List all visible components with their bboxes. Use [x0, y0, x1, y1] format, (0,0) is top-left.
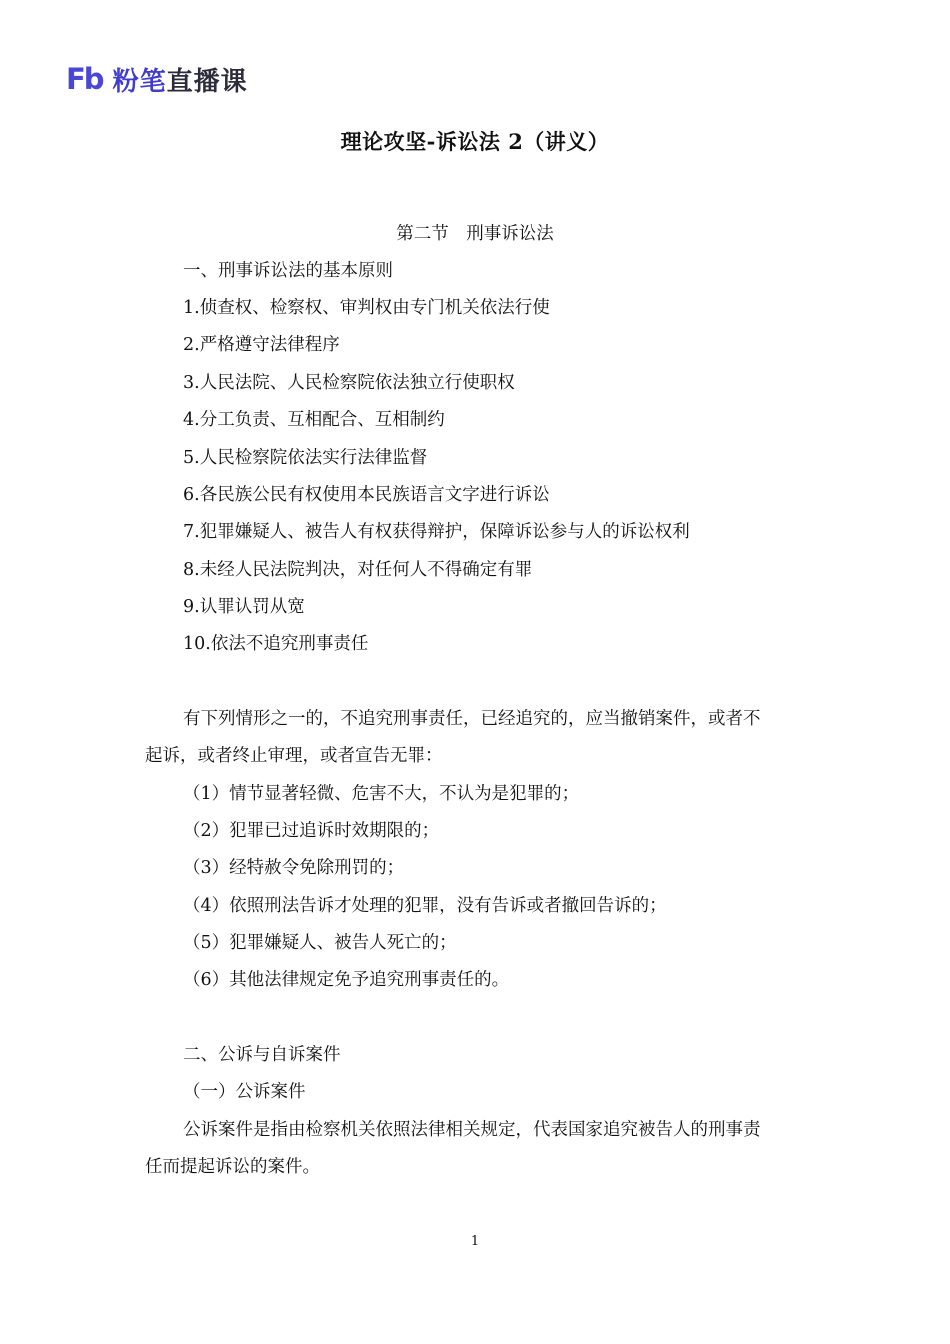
principle-item: 10.依法不追究刑事责任	[183, 634, 369, 654]
page-number: 1	[470, 1234, 480, 1249]
section-heading: 第二节 刑事诉讼法	[396, 224, 554, 244]
principle-item: 1.侦查权、检察权、审判权由专门机关依法行使	[183, 298, 550, 318]
principle-item: 6.各民族公民有权使用本民族语言文字进行诉讼	[183, 485, 550, 505]
situation-item: （4）依照刑法告诉才处理的犯罪，没有告诉或者撤回告诉的；	[183, 896, 667, 916]
logo-text-rest: 直播课	[166, 66, 248, 97]
no-liability-intro-line2: 起诉，或者终止审理，或者宣告无罪：	[145, 746, 443, 766]
logo-text	[113, 61, 248, 98]
principle-item: 9.认罪认罚从宽	[183, 597, 305, 617]
part2-heading: 二、公诉与自诉案件	[183, 1045, 341, 1065]
situation-item: （5）犯罪嫌疑人、被告人死亡的；	[183, 933, 457, 953]
situation-item: （3）经特赦令免除刑罚的；	[183, 858, 405, 878]
principle-item: 8.未经人民法院判决，对任何人不得确定有罪	[183, 560, 533, 580]
situation-item: （2）犯罪已过追诉时效期限的；	[183, 821, 440, 841]
principle-item: 5.人民检察院依法实行法律监督	[183, 448, 428, 468]
public-case-definition-line2: 任而提起诉讼的案件。	[145, 1157, 320, 1177]
principle-item: 4.分工负责、互相配合、互相制约	[183, 410, 445, 430]
public-case-definition-line1: 公诉案件是指由检察机关依照法律相关规定，代表国家追究被告人的刑事责	[183, 1120, 761, 1140]
situation-item: （6）其他法律规定免予追究刑事责任的。	[183, 970, 510, 990]
brand-logo	[66, 62, 248, 96]
logo-text-brand: 粉笔	[112, 66, 167, 97]
no-liability-intro-line1: 有下列情形之一的，不追究刑事责任，已经追究的，应当撤销案件，或者不	[183, 709, 761, 729]
subheading-public-prosecution: （一）公诉案件	[183, 1082, 306, 1102]
situation-item: （1）情节显著轻微、危害不大，不认为是犯罪的；	[183, 784, 580, 804]
document-title: 理论攻坚-诉讼法 2（讲义）	[340, 129, 610, 154]
principle-item: 2.严格遵守法律程序	[183, 335, 340, 355]
principle-item: 7.犯罪嫌疑人、被告人有权获得辩护，保障诉讼参与人的诉讼权利	[183, 522, 690, 542]
part1-heading: 一、刑事诉讼法的基本原则	[183, 261, 393, 281]
principle-item: 3.人民法院、人民检察院依法独立行使职权	[183, 373, 515, 393]
fb-logo-icon: Fb	[66, 62, 103, 96]
